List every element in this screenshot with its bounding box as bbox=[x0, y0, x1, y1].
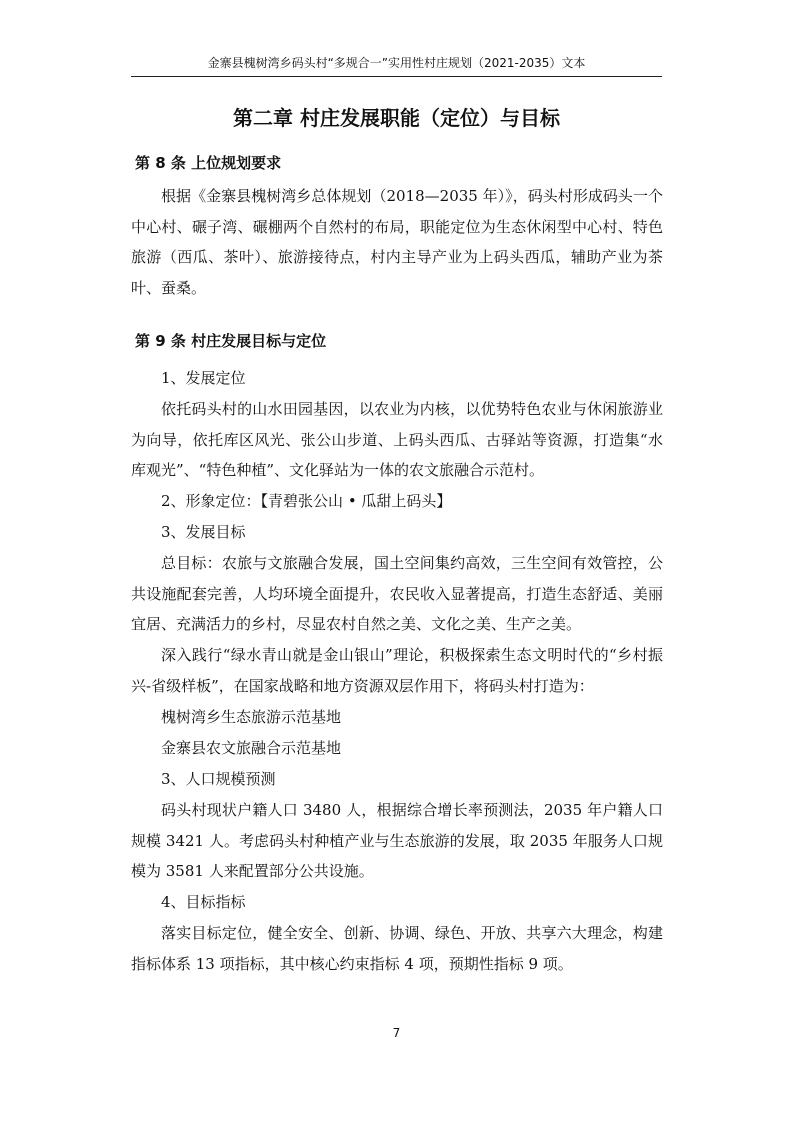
article-8-title: 第 8 条 上位规划要求 bbox=[135, 154, 282, 172]
article-8-paragraph: 根据《金寨县槐树湾乡总体规划（2018—2035 年）》，码头村形成码头一个中心村、碾子湾、碾棚两个自然村的布局，职能定位为生态休闲型中心村、特色旅游（西瓜、茶叶）、旅游接待点，村内主导产业为上码头西瓜，辅助产业为茶叶、蚕桑。 bbox=[131, 187, 663, 297]
article-9-title: 第 9 条 村庄发展目标与定位 bbox=[135, 332, 327, 350]
overall-goal-paragraph: 总目标：农旅与文旅融合发展，国土空间集约高效，三生空间有效管控，公共设施配套完善，人均环境全面提升，农民收入显著提高，打造生态舒适、美丽宜居、充满活力的乡村，尽显农村自然之美、文化之美、生产之美。 bbox=[131, 554, 663, 633]
development-positioning-paragraph: 依托码头村的山水田园基因，以农业为内核，以优势特色农业与休闲旅游业为向导，依托库区风光、张公山步道、上码头西瓜、古驿站等资源，打造集“水库观光”、“特色种植”、文化驿站为一体的农文旅融合示范村。 bbox=[131, 400, 663, 479]
indicators-paragraph: 落实目标定位，健全安全、创新、协调、绿色、开放、共享六大理念，构建指标体系 13 项指标，其中核心约束指标 4 项，预期性指标 9 项。 bbox=[131, 924, 663, 973]
page-number: 7 bbox=[392, 1026, 401, 1040]
section-development-positioning: 1、发展定位 bbox=[161, 369, 246, 387]
population-paragraph: 码头村现状户籍人口 3480 人，根据综合增长率预测法，2035 年户籍人口规模 3421 人。考虑码头村种植产业与生态旅游的发展，取 2035 年服务人口规模为 3581 人来配置部分公共设施。 bbox=[131, 801, 663, 880]
section-population-forecast: 3、人口规模预测 bbox=[161, 770, 276, 788]
page-header: 金寨县槐树湾乡码头村“多规合一”实用性村庄规划（2021-2035）文本 bbox=[131, 54, 662, 77]
section-target-indicators: 4、目标指标 bbox=[161, 893, 246, 911]
strategy-paragraph: 深入践行“绿水青山就是金山银山”理论，积极探索生态文明时代的“乡村振兴-省级样板”，在国家战略和地方资源双层作用下，将码头村打造为： bbox=[131, 646, 663, 695]
section-image-positioning: 2、形象定位：【青碧张公山 • 瓜甜上码头】 bbox=[161, 492, 452, 510]
chapter-title: 第二章 村庄发展职能（定位）与目标 bbox=[233, 106, 560, 130]
section-development-goals: 3、发展目标 bbox=[161, 523, 246, 541]
demo-base-2: 金寨县农文旅融合示范基地 bbox=[161, 739, 342, 757]
demo-base-1: 槐树湾乡生态旅游示范基地 bbox=[161, 708, 342, 726]
